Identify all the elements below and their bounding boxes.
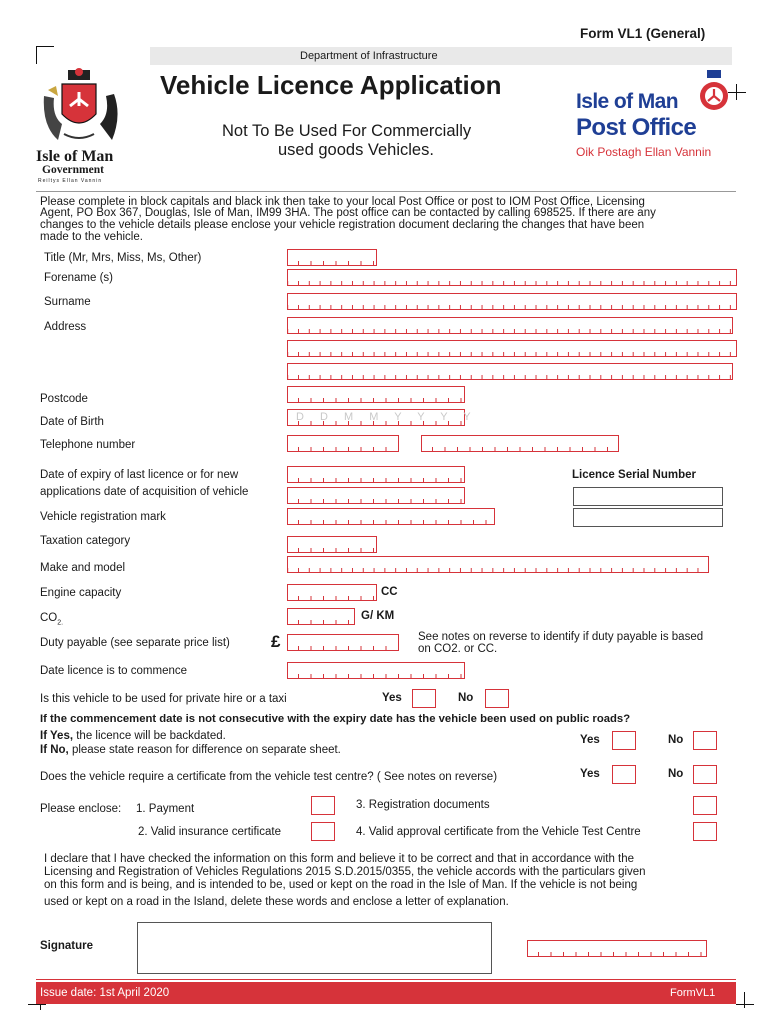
post-logo-line1: Isle of Man: [576, 90, 678, 113]
enclose-payment-checkbox[interactable]: [311, 796, 335, 815]
department-bar: [150, 47, 732, 65]
public-roads-question: If the commencement date is not consecutive with the expiry date has the vehicle been used on public roads?: [40, 713, 631, 725]
test-centre-question: Does the vehicle require a certificate from the vehicle test centre? ( See notes on reverse): [40, 771, 498, 783]
postcode-field[interactable]: [287, 386, 465, 403]
public-yes-checkbox[interactable]: [612, 731, 636, 750]
surname-label: Surname: [44, 296, 91, 308]
declaration-line: I declare that I have checked the information on this form and believe it to be correct and that in accordance with the: [44, 853, 635, 865]
title-label: Title (Mr, Mrs, Miss, Ms, Other): [44, 252, 202, 264]
gkm-unit: G/ KM: [361, 610, 395, 622]
taxi-yes-label: Yes: [382, 692, 402, 704]
enclose-payment-label: 1. Payment: [136, 803, 195, 815]
intro-line: changes to the vehicle details please enclose your vehicle registration document declaring the changes that have been: [40, 219, 645, 231]
duty-note-line1: See notes on reverse to identify if duty payable is based: [418, 631, 704, 643]
crop-mark-bottom-right-v: [744, 992, 745, 1008]
enclose-insurance-checkbox[interactable]: [311, 822, 335, 841]
crop-mark-top-left: [36, 46, 54, 47]
post-logo-line3: Oik Postagh Ellan Vannin: [576, 145, 712, 159]
if-no-rest: please state reason for difference on separate sheet.: [68, 744, 341, 756]
post-office-emblem-icon: [696, 68, 732, 112]
public-yes-label: Yes: [580, 734, 600, 746]
signature-label: Signature: [40, 940, 94, 952]
if-no-text: [40, 744, 341, 757]
govt-logo-line1: Isle of Man: [36, 148, 114, 165]
iom-post-office-logo: [574, 68, 734, 164]
crop-mark-bottom-right: [736, 1004, 754, 1005]
make-model-label: Make and model: [40, 562, 126, 574]
page-title: Vehicle Licence Application: [160, 70, 502, 100]
address-label: Address: [44, 321, 87, 333]
postcode-label: Postcode: [40, 393, 88, 405]
declaration-line: on this form and is being, and is intended to be, used or kept on the road in the Isle of Man. If the vehicle is not being: [44, 879, 638, 891]
subtitle-line2: used goods Vehicles.: [278, 141, 434, 159]
govt-logo-line2: Government: [42, 164, 104, 176]
footer-issue-date: Issue date: 1st April 2020: [40, 987, 170, 999]
expiry-label-line1: Date of expiry of last licence or for new: [40, 469, 239, 481]
enclose-insurance-label: 2. Valid insurance certificate: [138, 826, 281, 838]
post-logo-line2: Post Office: [576, 114, 697, 141]
expiry-label-line2: applications date of acquisition of vehicle: [40, 486, 249, 498]
expiry-date-field[interactable]: [287, 466, 465, 483]
taxi-question: Is this vehicle to be used for private hire or a taxi: [40, 693, 287, 705]
subtitle-line1: Not To Be Used For Commercially: [222, 122, 472, 140]
public-no-label: No: [668, 734, 684, 746]
taxi-no-checkbox[interactable]: [485, 689, 509, 708]
duty-note-line2: on CO2. or CC.: [418, 643, 498, 655]
registration-mark-field[interactable]: [287, 508, 495, 525]
acquisition-date-field[interactable]: [287, 487, 465, 504]
licence-serial-field-2[interactable]: [573, 508, 723, 527]
taxation-category-label: Taxation category: [40, 535, 131, 547]
test-yes-label: Yes: [580, 768, 600, 780]
if-yes-text: [40, 730, 226, 743]
intro-line: Please complete in block capitals and black ink then take to your local Post Office or post to IOM Post Office, Licensing: [40, 196, 645, 208]
department-name: Department of Infrastructure: [300, 50, 438, 62]
if-yes-rest: the licence will be backdated.: [73, 730, 226, 742]
co2-subscript: 2.: [57, 619, 64, 627]
forename-field[interactable]: [287, 269, 737, 286]
enclose-approval-checkbox[interactable]: [693, 822, 717, 841]
engine-capacity-field[interactable]: [287, 584, 377, 601]
dob-label: Date of Birth: [40, 416, 104, 428]
declaration-line: used or kept on a road in the Island, delete these words and enclose a letter of explanation.: [44, 896, 509, 908]
pound-sign: £: [271, 632, 281, 651]
signature-field[interactable]: [137, 922, 492, 974]
if-no-bold: If No,: [40, 744, 69, 756]
duty-payable-field[interactable]: [287, 634, 399, 651]
commence-date-label: Date licence is to commence: [40, 665, 188, 677]
surname-field[interactable]: [287, 293, 737, 310]
coat-of-arms-icon: [34, 66, 134, 146]
crop-mark-bottom-left: [28, 1004, 46, 1005]
licence-serial-label: Licence Serial Number: [572, 469, 696, 481]
forename-label: Forename (s): [44, 272, 114, 284]
taxi-yes-checkbox[interactable]: [412, 689, 436, 708]
test-yes-checkbox[interactable]: [612, 765, 636, 784]
address-line1-field[interactable]: [287, 317, 733, 334]
crop-mark-top-right-v: [736, 84, 737, 100]
address-line3-field[interactable]: [287, 363, 733, 380]
licence-serial-field-1[interactable]: [573, 487, 723, 506]
govt-logo-line3: Reiltys Ellan Vannin: [38, 178, 103, 184]
cc-unit: CC: [381, 586, 398, 598]
registration-mark-label: Vehicle registration mark: [40, 511, 166, 523]
address-line2-field[interactable]: [287, 340, 737, 357]
footer-top-rule: [36, 979, 736, 980]
please-enclose-label: Please enclose:: [40, 803, 122, 815]
duty-payable-label: Duty payable (see separate price list): [40, 637, 230, 649]
public-no-checkbox[interactable]: [693, 731, 717, 750]
enclose-approval-label: 4. Valid approval certificate from the Vehicle Test Centre: [356, 826, 641, 838]
enclose-registration-label: 3. Registration documents: [356, 799, 490, 811]
taxation-category-field[interactable]: [287, 536, 377, 553]
declaration-line: Licensing and Registration of Vehicles Regulations 2015 S.D.2015/0355, the vehicle accords with the particulars given: [44, 866, 646, 878]
signature-date-field[interactable]: [527, 940, 707, 957]
intro-line: Agent, PO Box 367, Douglas, Isle of Man, IM99 3HA. The post office can be contacted by calling 698525. If there are any: [40, 207, 656, 219]
test-no-label: No: [668, 768, 684, 780]
crop-mark-top-left-v: [36, 46, 37, 64]
form-code: Form VL1 (General): [580, 26, 706, 41]
if-yes-bold: If Yes,: [40, 730, 74, 742]
title-field[interactable]: [287, 249, 377, 266]
iom-government-logo: [34, 66, 134, 190]
dob-placeholder: D D M M Y Y Y Y: [296, 411, 478, 423]
footer-form-code: FormVL1: [670, 987, 716, 999]
co2-field[interactable]: [287, 608, 355, 625]
header-divider: [36, 191, 736, 192]
taxi-no-label: No: [458, 692, 474, 704]
engine-capacity-label: Engine capacity: [40, 587, 122, 599]
telephone-area-field[interactable]: [287, 435, 399, 452]
intro-line: made to the vehicle.: [40, 231, 143, 243]
telephone-number-field[interactable]: [421, 435, 619, 452]
commence-date-field[interactable]: [287, 662, 465, 679]
make-model-field[interactable]: [287, 556, 709, 573]
enclose-registration-checkbox[interactable]: [693, 796, 717, 815]
test-no-checkbox[interactable]: [693, 765, 717, 784]
co2-label-text: CO: [40, 612, 58, 624]
co2-label: [40, 612, 63, 629]
telephone-label: Telephone number: [40, 439, 136, 451]
